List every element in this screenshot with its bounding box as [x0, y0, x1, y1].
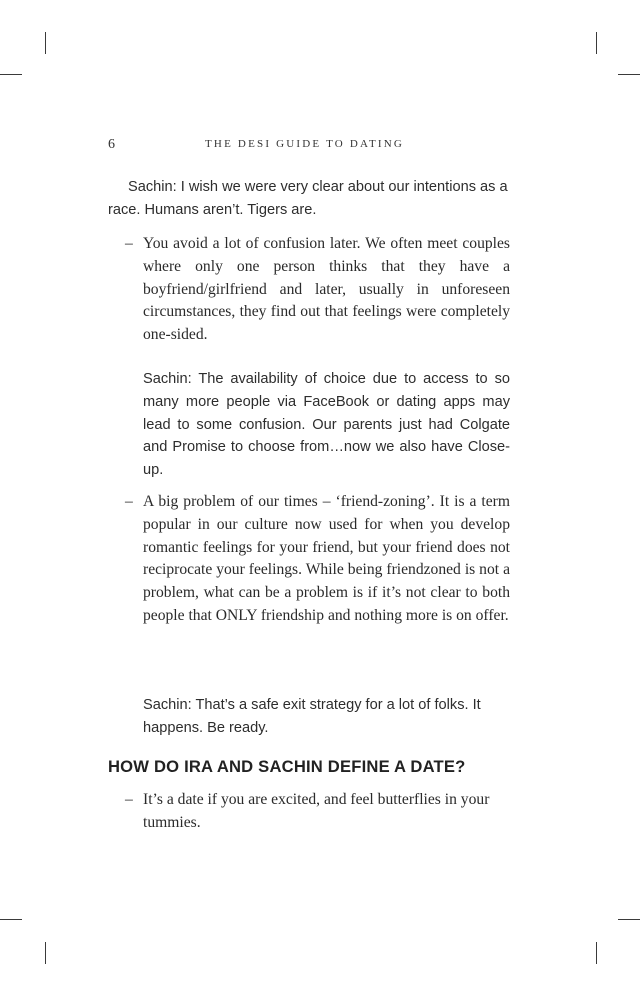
- running-head: THE DESI GUIDE TO DATING: [205, 138, 405, 150]
- crop-mark-top-left-horizontal: [0, 74, 22, 75]
- page-number: 6: [108, 137, 115, 152]
- dialogue-paragraph: Sachin: I wish we were very clear about our intentions as a race. Humans aren’t. Tigers are.: [108, 179, 508, 218]
- bullet-text: A big problem of our times – ‘friend-zoning’. It is a term popular in our culture now used for when you develop romantic feelings for your friend, but your friend does not reciprocate your feelings. While being friendzoned is not a problem, what can be a problem is if it’s not clear to both people that ONLY friendship and nothing more is on offer.: [143, 493, 510, 624]
- bullet-text: It’s a date if you are excited, and feel butterflies in your tummies.: [143, 791, 490, 831]
- section-heading: HOW DO IRA AND SACHIN DEFINE A DATE?: [108, 757, 466, 776]
- bullet-text: You avoid a lot of confusion later. We often meet couples where only one person thinks that they have a boyfriend/girlfriend and later, usually in unforeseen circumstances, they find out that feelings were completely one-sided.: [143, 235, 510, 344]
- crop-mark-top-right-vertical: [596, 32, 597, 54]
- bullet-dash: –: [125, 235, 133, 252]
- crop-mark-top-left-vertical: [45, 32, 46, 54]
- crop-mark-bottom-right-horizontal: [618, 919, 640, 920]
- dialogue-paragraph: Sachin: The availability of choice due to access to so many more people via FaceBook or dating apps may lead to some confusion. Our parents just had Colgate and Promise to choose from…now we also have Close-up.: [143, 371, 510, 479]
- crop-mark-bottom-right-vertical: [596, 942, 597, 964]
- crop-mark-top-right-horizontal: [618, 74, 640, 75]
- crop-mark-bottom-left-vertical: [45, 942, 46, 964]
- crop-mark-bottom-left-horizontal: [0, 919, 22, 920]
- dialogue-paragraph: Sachin: That’s a safe exit strategy for a lot of folks. It happens. Be ready.: [143, 697, 481, 736]
- bullet-dash: –: [125, 493, 133, 510]
- bullet-dash: –: [125, 791, 133, 808]
